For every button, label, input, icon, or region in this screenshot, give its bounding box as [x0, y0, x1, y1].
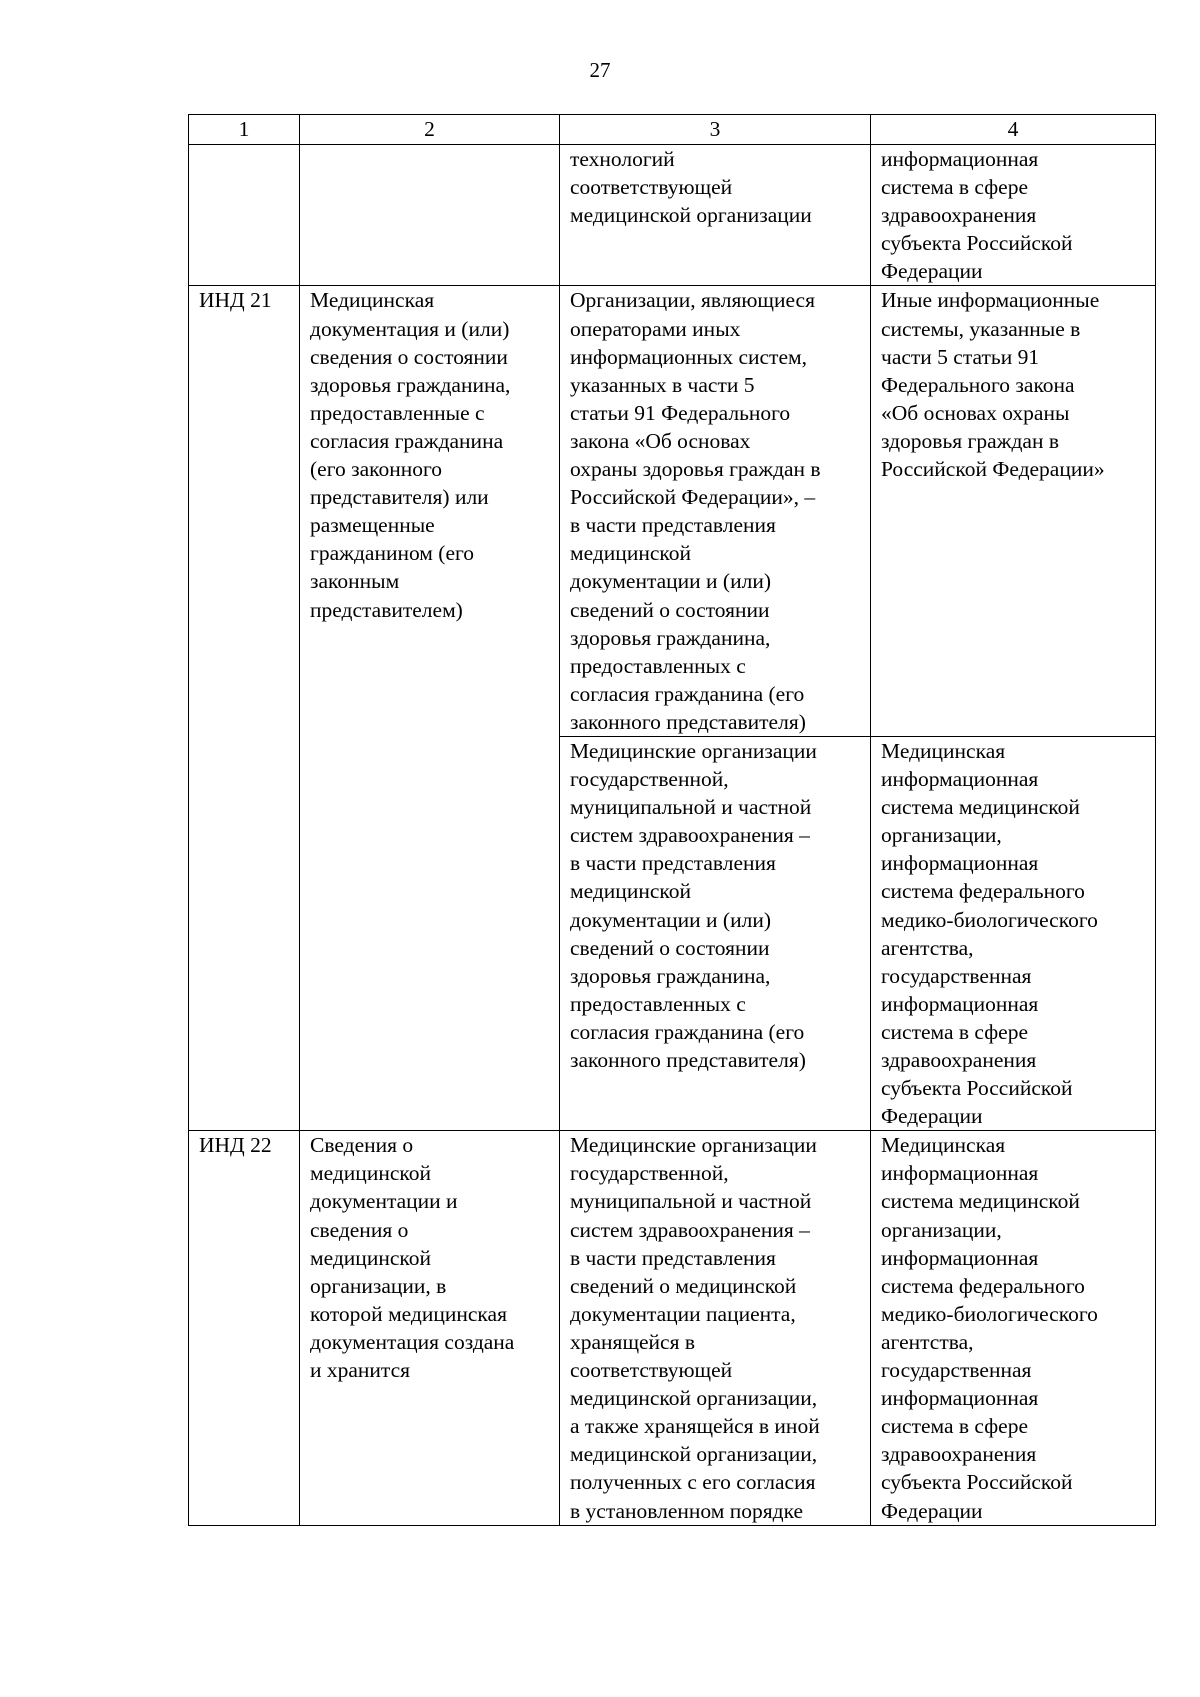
table-cell: [189, 145, 300, 286]
table-cell: [300, 145, 560, 286]
table-header-row: [189, 115, 1156, 145]
page-number: 27: [589, 58, 611, 82]
column-header: 4: [871, 115, 1156, 145]
table-row: [189, 1131, 1156, 1525]
column-header: 1: [189, 115, 300, 145]
data-table: [188, 114, 1156, 1526]
table-cell: Организации, являющиеся операторами иных информационных систем, указанных в части 5 статьи 91 Федерального закона «Об основах охраны здоровья граждан в Российской Федерации», – в части представления медицинской документации и (или) сведений о состоянии здоровья гражданина, предоставленных с согласия гражданина (его законного представителя): [560, 286, 871, 737]
table-cell: информационная система в сфере здравоохранения субъекта Российской Федерации: [871, 145, 1156, 286]
row-id-cell: ИНД 21: [189, 286, 300, 1131]
table-cell: Иные информационные системы, указанные в части 5 статьи 91 Федерального закона «Об основах охраны здоровья граждан в Российской Федерации»: [871, 286, 1156, 737]
table-cell: Медицинская информационная система медицинской организации, информационная система федерального медико-биологического агентства, государственная информационная система в сфере здравоохранения субъекта Российской Федерации: [871, 736, 1156, 1130]
table-row: [189, 145, 1156, 286]
table-cell: Медицинская информационная система медицинской организации, информационная система федерального медико-биологического агентства, государственная информационная система в сфере здравоохранения субъекта Российской Федерации: [871, 1131, 1156, 1525]
table-cell: Медицинская документация и (или) сведения о состоянии здоровья гражданина, предоставленные с согласия гражданина (его законного представителя) или размещенные гражданином (его законным представителем): [300, 286, 560, 1131]
table-row: [189, 286, 1156, 737]
table-cell: Сведения о медицинской документации и сведения о медицинской организации, в которой медицинская документация создана и хранится: [300, 1131, 560, 1525]
table-cell: технологий соответствующей медицинской организации: [560, 145, 871, 286]
column-header: 2: [300, 115, 560, 145]
row-id-cell: ИНД 22: [189, 1131, 300, 1525]
column-header: 3: [560, 115, 871, 145]
table-cell: Медицинские организации государственной, муниципальной и частной систем здравоохранения – в части представления медицинской документации и (или) сведений о состоянии здоровья гражданина, предоставленных с согласия гражданина (его законного представителя): [560, 736, 871, 1130]
table-cell: Медицинские организации государственной, муниципальной и частной систем здравоохранения – в части представления сведений о медицинской документации пациента, хранящейся в соответствующей медицинской организации, а также хранящейся в иной медицинской организации, полученных с его согласия в установленном порядке: [560, 1131, 871, 1525]
